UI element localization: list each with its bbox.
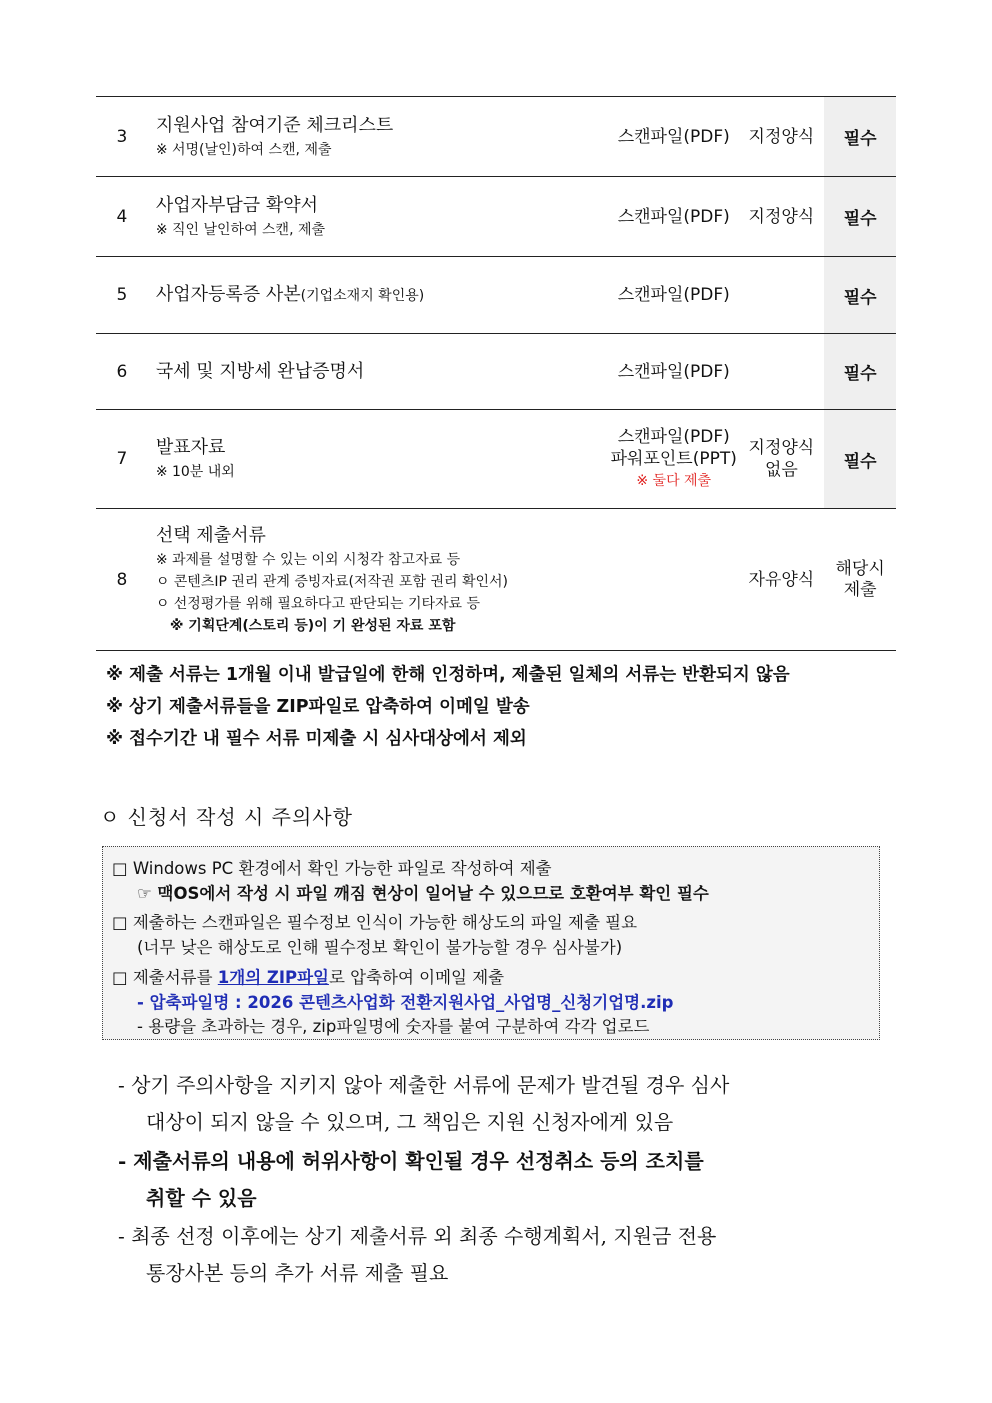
file-type <box>609 410 739 509</box>
file-type <box>609 509 739 651</box>
form-type <box>739 257 825 334</box>
document-title: 사업자등록증 사본 <box>155 283 301 305</box>
file-type: 스캔파일(PDF) <box>609 334 739 410</box>
document-title: 국세 및 지방세 완납증명서 <box>155 360 365 382</box>
form-type: 지정양식 <box>739 97 825 177</box>
form-type-line: 없음 <box>764 460 798 480</box>
caution-item: □ Windows PC 환경에서 확인 가능한 파일로 작성하여 제출 <box>112 859 552 878</box>
documents-table <box>96 96 896 651</box>
form-type <box>739 334 825 410</box>
form-type: 지정양식 <box>739 177 825 257</box>
required-badge: 필수 <box>824 257 896 334</box>
document-note: ※ 서명(날인)하여 스캔, 제출 <box>155 141 332 158</box>
notice-paragraph: - 제출서류의 내용에 허위사항이 확인될 경우 선정취소 등의 조치를 <box>118 1149 704 1173</box>
required-line: 해당시 <box>835 558 885 579</box>
table-row <box>96 509 896 651</box>
file-type-ppt: 파워포인트(PPT) <box>610 449 737 469</box>
zip-filename-note: - 압축파일명 : 2026 콘텐츠사업화 전환지원사업_사업명_신청기업명.zip <box>137 993 674 1012</box>
table-row <box>96 257 896 334</box>
required-badge: 필수 <box>824 334 896 410</box>
caution-subitem: - 용량을 초과하는 경우, zip파일명에 숫자를 붙여 구분하여 각각 업로드 <box>137 1017 650 1036</box>
file-type: 스캔파일(PDF) <box>609 177 739 257</box>
form-type: 자유양식 <box>739 509 825 651</box>
required-badge: 필수 <box>824 177 896 257</box>
file-type-pdf: 스캔파일(PDF) <box>617 427 730 447</box>
document-note: ※ 과제를 설명할 수 있는 이외 시청각 참고자료 등 <box>155 551 461 568</box>
document-note: ※ 직인 날인하여 스캔, 제출 <box>155 221 326 238</box>
document-name <box>148 257 609 334</box>
document-name <box>148 334 609 410</box>
section-title: ㅇ 신청서 작성 시 주의사항 <box>100 805 353 829</box>
table-row <box>96 97 896 177</box>
row-number: 4 <box>96 177 148 257</box>
file-type: 스캔파일(PDF) <box>609 97 739 177</box>
caution-subitem: (너무 낮은 해상도로 인해 필수정보 확인이 불가능할 경우 심사불가) <box>137 938 623 957</box>
document-name <box>148 410 609 509</box>
caution-box <box>102 846 880 1040</box>
document-title-note: (기업소재지 확인용) <box>300 287 425 304</box>
document-title: 발표자료 <box>155 437 226 458</box>
caution-item <box>112 964 504 988</box>
required-line: 제출 <box>843 579 877 600</box>
caution-text: 로 압축하여 이메일 제출 <box>328 968 505 987</box>
table-row <box>96 334 896 410</box>
row-number: 6 <box>96 334 148 410</box>
notice-paragraph: 취할 수 있음 <box>146 1186 257 1210</box>
form-type <box>739 410 825 509</box>
required-badge: 필수 <box>824 410 896 509</box>
row-number: 7 <box>96 410 148 509</box>
warning-note: ※ 접수기간 내 필수 서류 미제출 시 심사대상에서 제외 <box>106 729 527 749</box>
document-note: ※ 기획단계(스토리 등)이 기 완성된 자료 포함 <box>169 617 456 634</box>
document-note: ㅇ 선정평가를 위해 필요하다고 판단되는 기타자료 등 <box>155 595 481 612</box>
caution-item: □ 제출하는 스캔파일은 필수정보 인식이 가능한 해상도의 파일 제출 필요 <box>112 913 638 932</box>
warning-note: ※ 상기 제출서류들을 ZIP파일로 압축하여 이메일 발송 <box>106 697 530 717</box>
row-number: 3 <box>96 97 148 177</box>
file-type-note: ※ 둘다 제출 <box>636 473 712 489</box>
document-title: 지원사업 참여기준 체크리스트 <box>155 114 394 136</box>
form-type-line: 지정양식 <box>748 438 815 458</box>
document-title: 사업자부담금 확약서 <box>155 194 319 216</box>
notice-paragraph: - 최종 선정 이후에는 상기 제출서류 외 최종 수행계획서, 지원금 전용 <box>118 1224 717 1248</box>
caution-subitem: ☞ 맥OS에서 작성 시 파일 깨짐 현상이 일어날 수 있으므로 호환여부 확인 필수 <box>137 884 709 903</box>
document-name <box>148 97 609 177</box>
document-name <box>148 177 609 257</box>
required-badge <box>824 509 896 651</box>
notice-paragraph: 통장사본 등의 추가 서류 제출 필요 <box>146 1261 449 1285</box>
notice-paragraph: - 상기 주의사항을 지키지 않아 제출한 서류에 문제가 발견될 경우 심사 <box>118 1073 730 1097</box>
zip-file-link[interactable]: 1개의 ZIP파일 <box>217 968 329 987</box>
required-badge: 필수 <box>824 97 896 177</box>
row-number: 8 <box>96 509 148 651</box>
document-name <box>148 509 609 651</box>
table-row <box>96 177 896 257</box>
row-number: 5 <box>96 257 148 334</box>
table-row <box>96 410 896 509</box>
notice-paragraph: 대상이 되지 않을 수 있으며, 그 책임은 지원 신청자에게 있음 <box>146 1110 674 1134</box>
document-title: 선택 제출서류 <box>155 524 266 546</box>
document-note: ㅇ 콘텐츠IP 권리 관계 증빙자료(저작권 포함 권리 확인서) <box>155 573 508 590</box>
file-type: 스캔파일(PDF) <box>609 257 739 334</box>
caution-text: □ 제출서류를 <box>112 968 218 987</box>
document-note: ※ 10분 내외 <box>155 464 235 480</box>
warning-note: ※ 제출 서류는 1개월 이내 발급일에 한해 인정하며, 제출된 일체의 서류는 반환되지 않음 <box>106 665 790 685</box>
